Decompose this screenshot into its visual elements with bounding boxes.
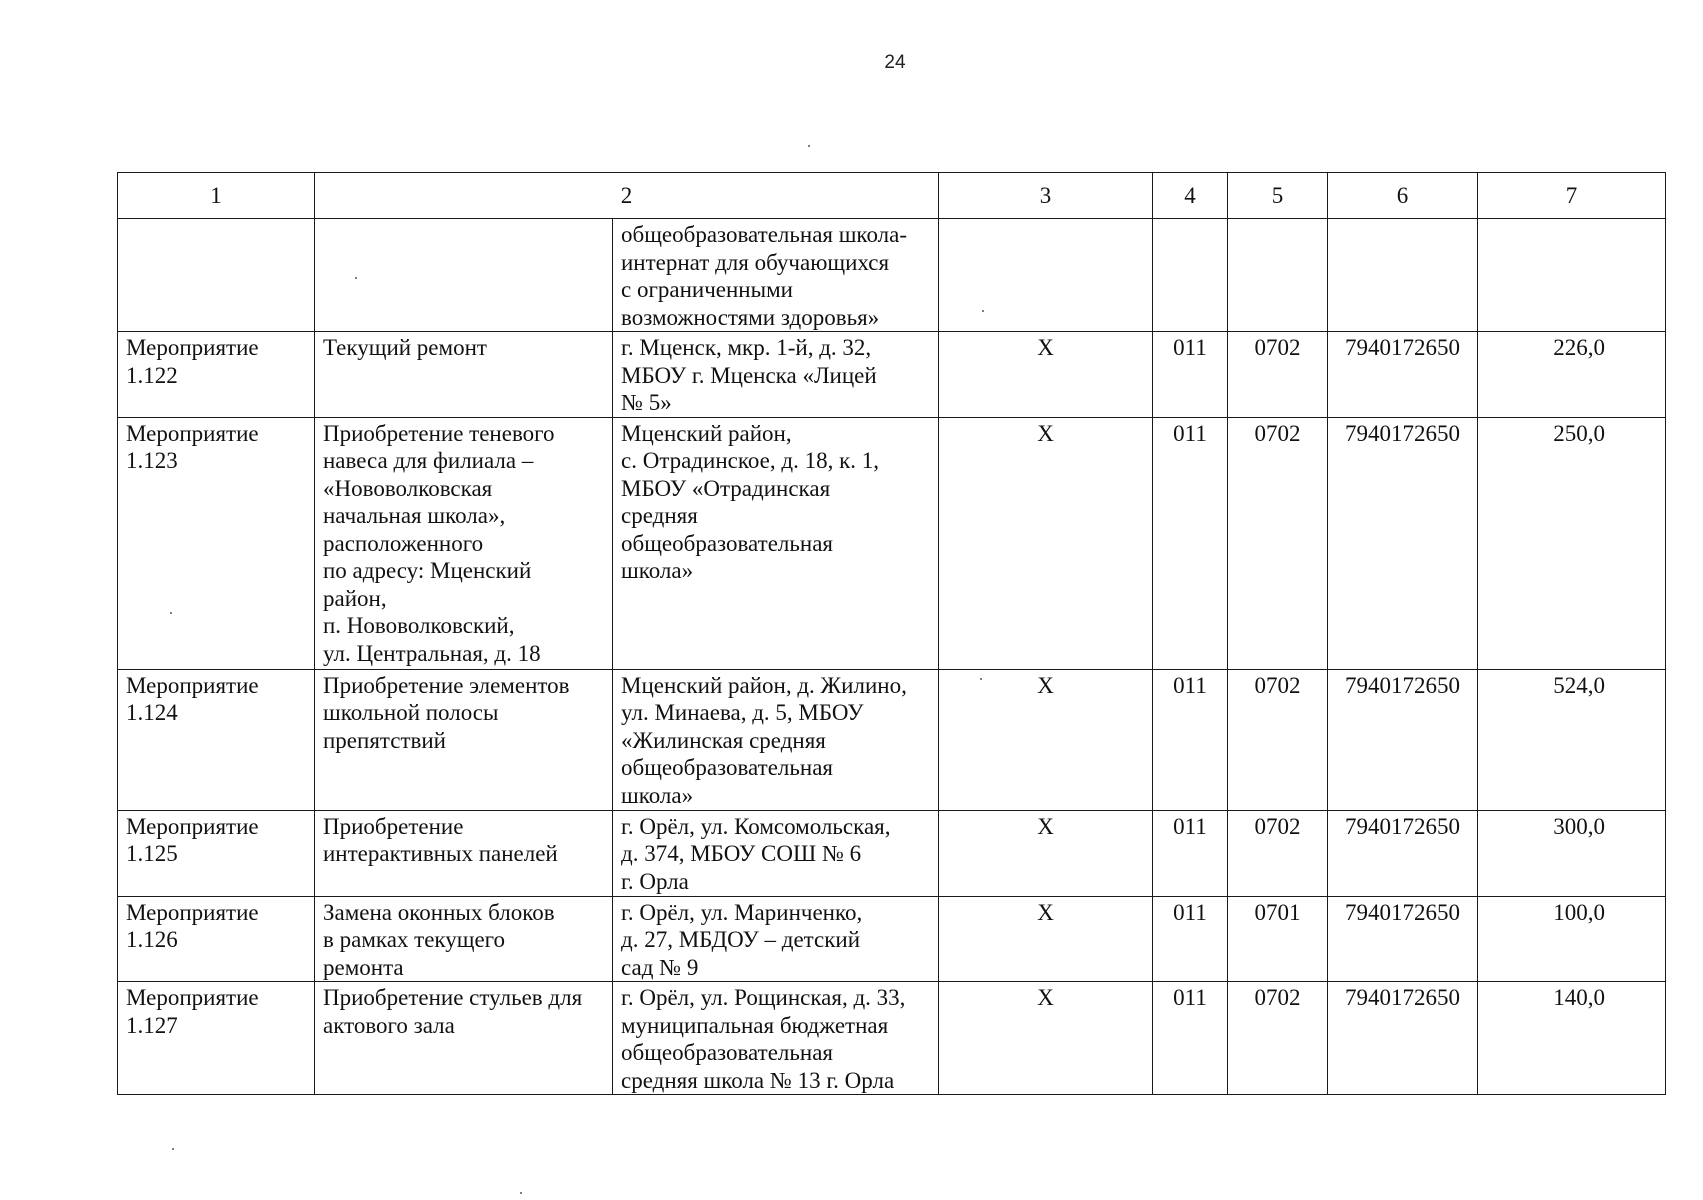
cell-col5: 0702 xyxy=(1228,810,1328,896)
cell-col5: 0702 xyxy=(1228,332,1328,418)
cell-name: Приобретение элементов школьной полосы препятствий xyxy=(315,669,613,810)
cell-name: Текущий ремонт xyxy=(315,332,613,418)
scan-speck xyxy=(982,310,984,312)
header-cell-5: 5 xyxy=(1228,173,1328,219)
cell-col5: 0702 xyxy=(1228,982,1328,1095)
scan-speck xyxy=(980,678,982,680)
cell-col3: X xyxy=(939,669,1153,810)
header-cell-6: 6 xyxy=(1328,173,1478,219)
cell-col6: 7940172650 xyxy=(1328,896,1478,982)
cell-name: Приобретение теневого навеса для филиала – «Нововолковская начальная школа», расположенного по адресу: Мценский район, п. Нововолковский, ул. Центральная, д. 18 xyxy=(315,417,613,669)
cell-col7: 226,0 xyxy=(1478,332,1666,418)
cell-event: Мероприятие 1.127 xyxy=(118,982,315,1095)
cell-col7 xyxy=(1478,219,1666,332)
cell-col4: 011 xyxy=(1153,896,1228,982)
cell-col4: 011 xyxy=(1153,417,1228,669)
cell-col3 xyxy=(939,219,1153,332)
cell-col5: 0702 xyxy=(1228,417,1328,669)
cell-col3: X xyxy=(939,982,1153,1095)
cell-col4: 011 xyxy=(1153,810,1228,896)
table-row xyxy=(118,332,1666,418)
cell-address: г. Мценск, мкр. 1-й, д. 32, МБОУ г. Мценска «Лицей № 5» xyxy=(613,332,939,418)
scan-speck xyxy=(808,145,810,147)
cell-address: Мценский район, д. Жилино, ул. Минаева, д. 5, МБОУ «Жилинская средняя общеобразовательная школа» xyxy=(613,669,939,810)
table-row xyxy=(118,896,1666,982)
cell-col7: 524,0 xyxy=(1478,669,1666,810)
cell-col5 xyxy=(1228,219,1328,332)
cell-event: Мероприятие 1.124 xyxy=(118,669,315,810)
header-cell-2: 2 xyxy=(315,173,939,219)
scan-speck xyxy=(520,1192,522,1194)
scan-speck xyxy=(355,277,357,279)
cell-event: Мероприятие 1.123 xyxy=(118,417,315,669)
cell-event: Мероприятие 1.122 xyxy=(118,332,315,418)
cell-name: Приобретение интерактивных панелей xyxy=(315,810,613,896)
cell-col6: 7940172650 xyxy=(1328,332,1478,418)
cell-col6: 7940172650 xyxy=(1328,417,1478,669)
cell-col6: 7940172650 xyxy=(1328,669,1478,810)
cell-col6 xyxy=(1328,219,1478,332)
header-cell-7: 7 xyxy=(1478,173,1666,219)
cell-address: г. Орёл, ул. Маринченко, д. 27, МБДОУ – детский сад № 9 xyxy=(613,896,939,982)
cell-name: Замена оконных блоков в рамках текущего ремонта xyxy=(315,896,613,982)
table-row xyxy=(118,417,1666,669)
cell-address: общеобразовательная школа- интернат для обучающихся с ограниченными возможностями здоровья» xyxy=(613,219,939,332)
cell-event xyxy=(118,219,315,332)
cell-col3: X xyxy=(939,332,1153,418)
table-body xyxy=(118,173,1666,1095)
scan-speck xyxy=(172,1148,174,1150)
budget-table xyxy=(117,172,1666,1095)
cell-col3: X xyxy=(939,417,1153,669)
table-row xyxy=(118,810,1666,896)
cell-col4: 011 xyxy=(1153,982,1228,1095)
cell-col6: 7940172650 xyxy=(1328,982,1478,1095)
cell-col5: 0701 xyxy=(1228,896,1328,982)
cell-col6: 7940172650 xyxy=(1328,810,1478,896)
scan-speck xyxy=(170,612,172,614)
continuation-row xyxy=(118,219,1666,332)
cell-col3: X xyxy=(939,810,1153,896)
table-row xyxy=(118,669,1666,810)
cell-col4: 011 xyxy=(1153,669,1228,810)
header-row xyxy=(118,173,1666,219)
cell-col7: 300,0 xyxy=(1478,810,1666,896)
cell-address: г. Орёл, ул. Рощинская, д. 33, муниципальная бюджетная общеобразовательная средняя школа № 13 г. Орла xyxy=(613,982,939,1095)
cell-address: Мценский район, с. Отрадинское, д. 18, к. 1, МБОУ «Отрадинская средняя общеобразовательная школа» xyxy=(613,417,939,669)
cell-col3: X xyxy=(939,896,1153,982)
cell-name: Приобретение стульев для актового зала xyxy=(315,982,613,1095)
header-cell-1: 1 xyxy=(118,173,315,219)
cell-address: г. Орёл, ул. Комсомольская, д. 374, МБОУ СОШ № 6 г. Орла xyxy=(613,810,939,896)
cell-col7: 100,0 xyxy=(1478,896,1666,982)
table-row xyxy=(118,982,1666,1095)
cell-name xyxy=(315,219,613,332)
cell-col4: 011 xyxy=(1153,332,1228,418)
cell-event: Мероприятие 1.125 xyxy=(118,810,315,896)
cell-col5: 0702 xyxy=(1228,669,1328,810)
header-cell-4: 4 xyxy=(1153,173,1228,219)
page-number: 24 xyxy=(884,52,906,73)
cell-col7: 140,0 xyxy=(1478,982,1666,1095)
header-cell-3: 3 xyxy=(939,173,1153,219)
cell-event: Мероприятие 1.126 xyxy=(118,896,315,982)
cell-col7: 250,0 xyxy=(1478,417,1666,669)
cell-col4 xyxy=(1153,219,1228,332)
